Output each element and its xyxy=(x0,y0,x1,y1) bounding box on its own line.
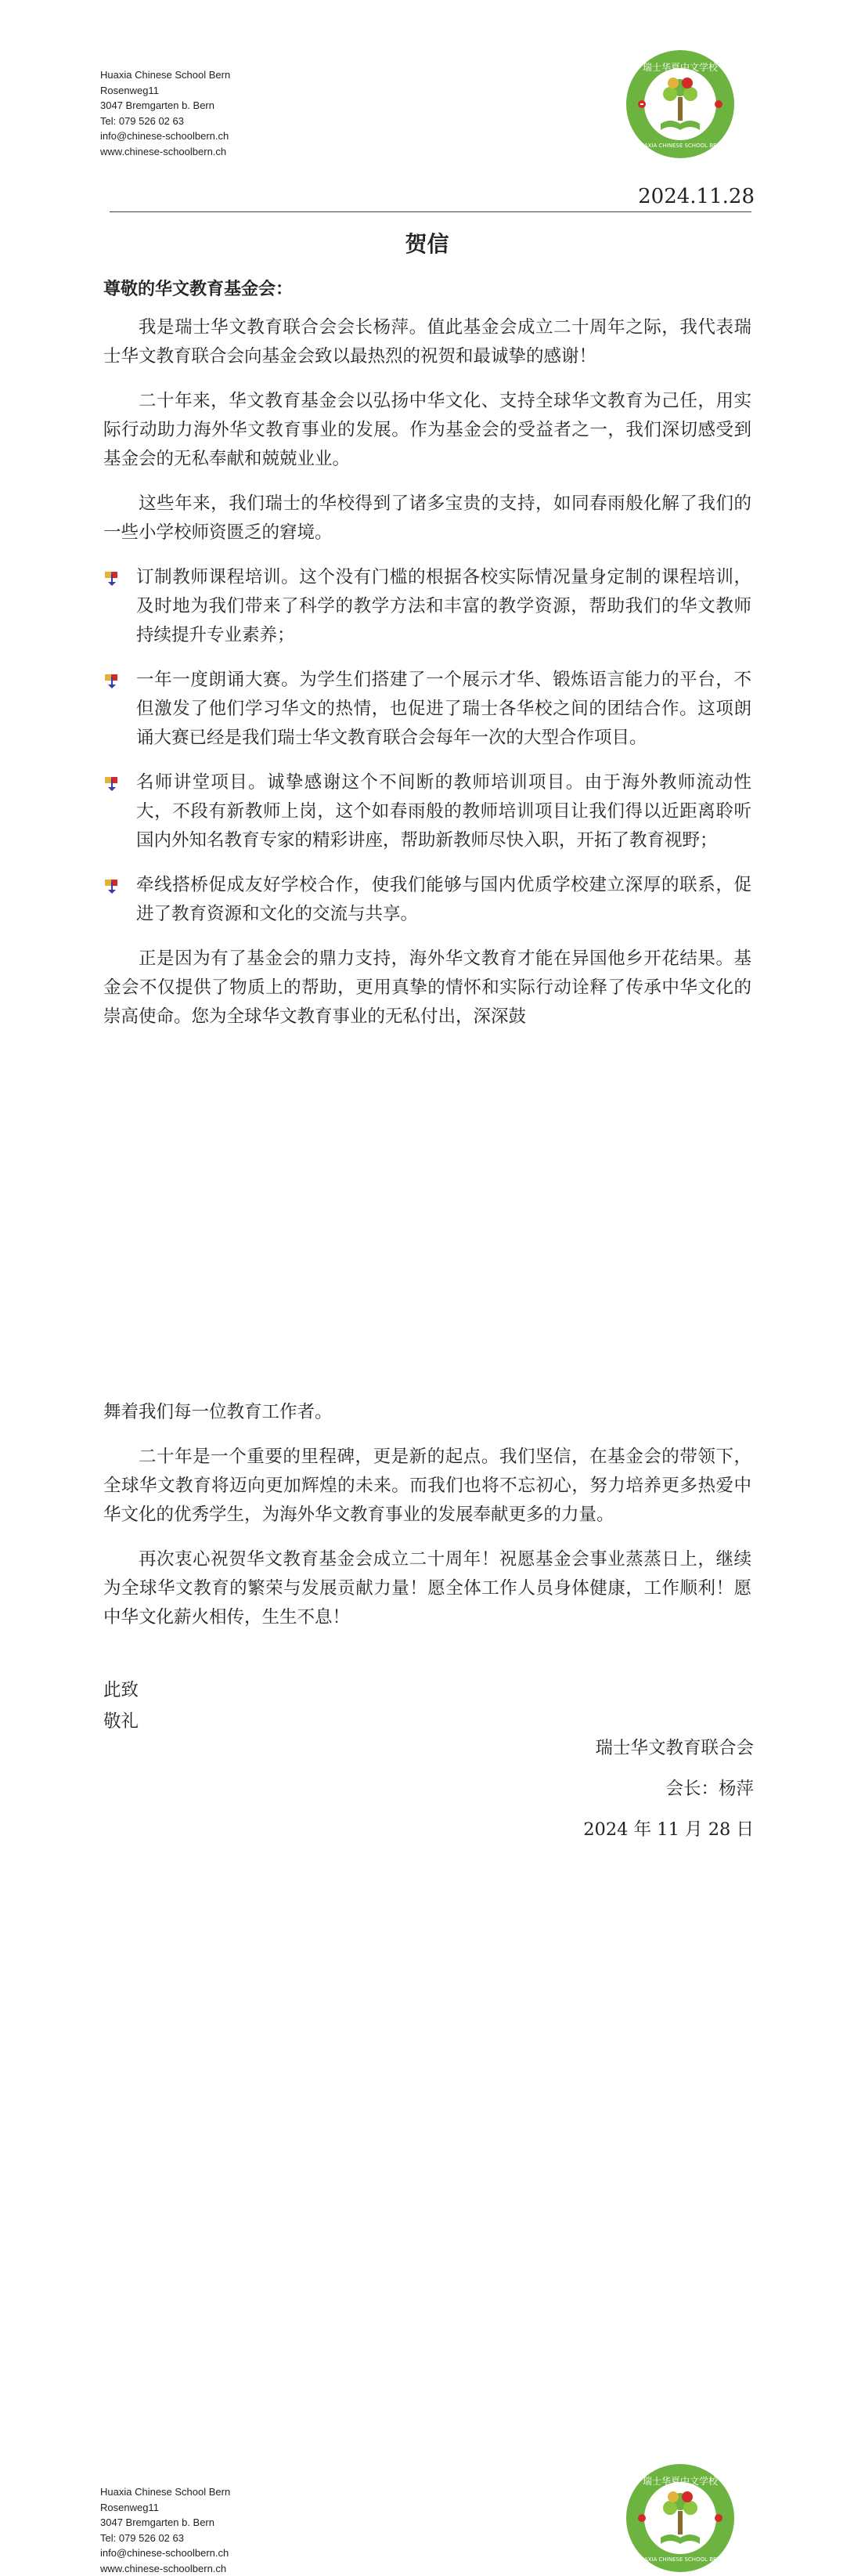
signature-date: 2024 年 11 月 28 日 xyxy=(583,1809,754,1850)
bullet-text: 牵线搭桥促成友好学校合作，使我们能够与国内优质学校建立深厚的联系，促进了教育资源和文化的交流与共享。 xyxy=(136,875,751,924)
city: 3047 Bremgarten b. Bern xyxy=(100,98,230,114)
street: Rosenweg11 xyxy=(100,2500,230,2516)
svg-text:HUAXIA CHINESE SCHOOL BERN: HUAXIA CHINESE SCHOOL BERN xyxy=(636,2556,724,2563)
bullet-item xyxy=(103,666,751,753)
email-link[interactable]: info@chinese-schoolbern.ch xyxy=(100,2545,230,2561)
school-name: Huaxia Chinese School Bern xyxy=(100,2484,230,2500)
website-link[interactable]: www.chinese-schoolbern.ch xyxy=(100,2561,230,2576)
signature-block xyxy=(583,1728,754,1850)
svg-text:瑞士华夏中文学校: 瑞士华夏中文学校 xyxy=(643,2475,719,2487)
closing xyxy=(103,1675,139,1737)
paragraph: 我是瑞士华文教育联合会会长杨萍。值此基金会成立二十周年之际，我代表瑞士华文教育联合会向基金会致以最热烈的祝贺和最诚挚的感谢！ xyxy=(103,313,751,371)
bullet-arrow-icon xyxy=(103,672,121,689)
city: 3047 Bremgarten b. Bern xyxy=(100,2515,230,2531)
paragraph: 再次衷心祝贺华文教育基金会成立二十周年！祝愿基金会事业蒸蒸日上，继续为全球华文教育的繁荣与发展贡献力量！愿全体工作人员身体健康，工作顺利！愿中华文化薪火相传，生生不息！ xyxy=(103,1545,751,1632)
bullet-item xyxy=(103,768,751,855)
bullet-text: 订制教师课程培训。这个没有门槛的根据各校实际情况量身定制的课程培训，及时地为我们带来了科学的教学方法和丰富的教学资源，帮助我们的华文教师持续提升专业素养； xyxy=(136,567,751,645)
bullet-arrow-icon xyxy=(103,775,121,792)
letterhead-address xyxy=(100,67,230,159)
paragraph: 这些年来，我们瑞士的华校得到了诸多宝贵的支持，如同春雨般化解了我们的一些小学校师资匮乏的窘境。 xyxy=(103,490,751,547)
paragraph: 二十年是一个重要的里程碑，更是新的起点。我们坚信，在基金会的带领下，全球华文教育将迈向更加辉煌的未来。而我们也将不忘初心，努力培养更多热爱中华文化的优秀学生，为海外华文教育事业的发展奉献更多的力量。 xyxy=(103,1443,751,1530)
signature-org: 瑞士华文教育联合会 xyxy=(583,1728,754,1769)
salutation: 尊敬的华文教育基金会： xyxy=(103,276,293,300)
letter-page-1 xyxy=(0,0,854,1206)
bullet-item xyxy=(103,563,751,650)
continuation-text: 舞着我们每一位教育工作者。 xyxy=(103,1398,751,1427)
header-divider xyxy=(110,211,751,212)
phone: Tel: 079 526 02 63 xyxy=(100,2531,230,2546)
bullet-arrow-icon xyxy=(103,569,121,587)
letter-body-page-2 xyxy=(103,1398,751,1648)
bullet-item xyxy=(103,871,751,929)
svg-text:瑞士华夏中文学校: 瑞士华夏中文学校 xyxy=(643,61,719,73)
signature-president: 会长：杨萍 xyxy=(583,1769,754,1809)
svg-text:HUAXIA CHINESE SCHOOL BERN: HUAXIA CHINESE SCHOOL BERN xyxy=(636,143,724,149)
paragraph: 二十年来，华文教育基金会以弘扬中华文化、支持全球华文教育为己任，用实际行动助力海外华文教育事业的发展。作为基金会的受益者之一，我们深切感受到基金会的无私奉献和兢兢业业。 xyxy=(103,387,751,474)
letter-body-page-1 xyxy=(103,313,751,1047)
street: Rosenweg11 xyxy=(100,83,230,99)
letter-title: 贺信 xyxy=(0,227,854,258)
closing-line: 此致 xyxy=(103,1675,139,1706)
letter-date: 2024.11.28 xyxy=(638,185,755,208)
bullet-arrow-icon xyxy=(103,877,121,894)
closing-line: 敬礼 xyxy=(103,1706,139,1737)
school-logo xyxy=(625,2462,736,2574)
letterhead-address xyxy=(100,2484,230,2576)
school-logo xyxy=(625,49,736,160)
bullet-text: 一年一度朗诵大赛。为学生们搭建了一个展示才华、锻炼语言能力的平台，不但激发了他们学习华文的热情，也促进了瑞士各华校之间的团结合作。这项朗诵大赛已经是我们瑞士华文教育联合会每年一次的大型合作项目。 xyxy=(136,670,751,748)
email-link[interactable]: info@chinese-schoolbern.ch xyxy=(100,128,230,144)
school-name: Huaxia Chinese School Bern xyxy=(100,67,230,83)
letter-page-2 xyxy=(0,1206,854,2417)
phone: Tel: 079 526 02 63 xyxy=(100,114,230,129)
paragraph: 正是因为有了基金会的鼎力支持，海外华文教育才能在异国他乡开花结果。基金会不仅提供了物质上的帮助，更用真挚的情怀和实际行动诠释了传承中华文化的崇高使命。您为全球华文教育事业的无私付出，深深鼓 xyxy=(103,945,751,1031)
website-link[interactable]: www.chinese-schoolbern.ch xyxy=(100,144,230,160)
bullet-text: 名师讲堂项目。诚挚感谢这个不间断的教师培训项目。由于海外教师流动性大，不段有新教师上岗，这个如春雨般的教师培训项目让我们得以近距离聆听国内外知名教育专家的精彩讲座，帮助新教师尽快入职，开拓了教育视野； xyxy=(136,772,751,851)
